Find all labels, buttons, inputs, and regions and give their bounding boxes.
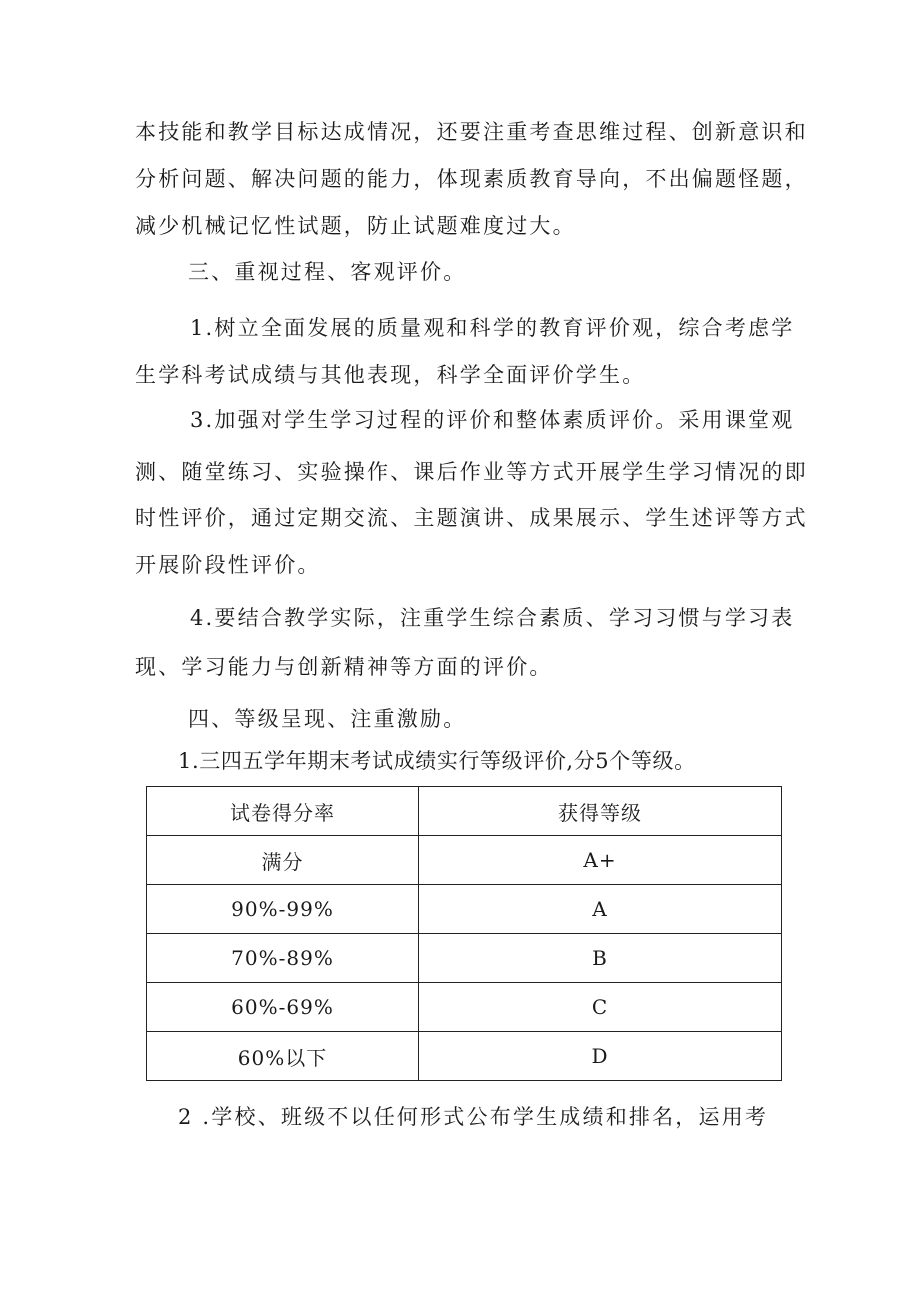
grade-cell: A: [419, 885, 782, 934]
section-heading: 四、等级呈现、注重激励。: [188, 707, 467, 731]
list-item-text: 2 .学校、班级不以任何形式公布学生成绩和排名，运用考: [178, 1105, 769, 1129]
score-rate-cell: 60%-69%: [147, 983, 419, 1032]
grade-table: [146, 786, 782, 1081]
table-row: [147, 836, 782, 885]
score-rate-cell: 满分: [147, 836, 419, 885]
table-intro-text: 1.三四五学年期末考试成绩实行等级评价,分5个等级。: [178, 749, 696, 773]
body-text-line: 生学科考试成绩与其他表现，科学全面评价学生。: [135, 363, 646, 387]
list-item-text: 1.树立全面发展的质量观和科学的教育评价观，综合考虑学: [190, 316, 795, 340]
table-row: [147, 1032, 782, 1081]
score-rate-cell: 70%-89%: [147, 934, 419, 983]
body-text-line: 时性评价，通过定期交流、主题演讲、成果展示、学生述评等方式: [135, 506, 808, 530]
table-row: [147, 885, 782, 934]
body-text-line: 开展阶段性评价。: [135, 553, 321, 577]
grade-cell: B: [419, 934, 782, 983]
body-text-line: 减少机械记忆性试题，防止试题难度过大。: [135, 214, 576, 238]
body-text-line: 现、学习能力与创新精神等方面的评价。: [135, 655, 553, 679]
column-header-score-rate: 试卷得分率: [147, 787, 419, 836]
table-header-row: [147, 787, 782, 836]
grade-cell: C: [419, 983, 782, 1032]
score-rate-cell: 60%以下: [147, 1032, 419, 1081]
body-text-line: 分析问题、解决问题的能力，体现素质教育导向，不出偏题怪题，: [135, 167, 808, 191]
grade-cell: A+: [419, 836, 782, 885]
table-row: [147, 934, 782, 983]
column-header-grade: 获得等级: [419, 787, 782, 836]
list-item-text: 3.加强对学生学习过程的评价和整体素质评价。采用课堂观: [190, 408, 795, 432]
score-rate-cell: 90%-99%: [147, 885, 419, 934]
body-text-line: 本技能和教学目标达成情况，还要注重考查思维过程、创新意识和: [135, 120, 808, 144]
grade-cell: D: [419, 1032, 782, 1081]
table-row: [147, 983, 782, 1032]
section-heading: 三、重视过程、客观评价。: [188, 260, 467, 284]
body-text-line: 测、随堂练习、实验操作、课后作业等方式开展学生学习情况的即: [135, 460, 808, 484]
list-item-text: 4.要结合教学实际，注重学生综合素质、学习习惯与学习表: [190, 606, 795, 630]
